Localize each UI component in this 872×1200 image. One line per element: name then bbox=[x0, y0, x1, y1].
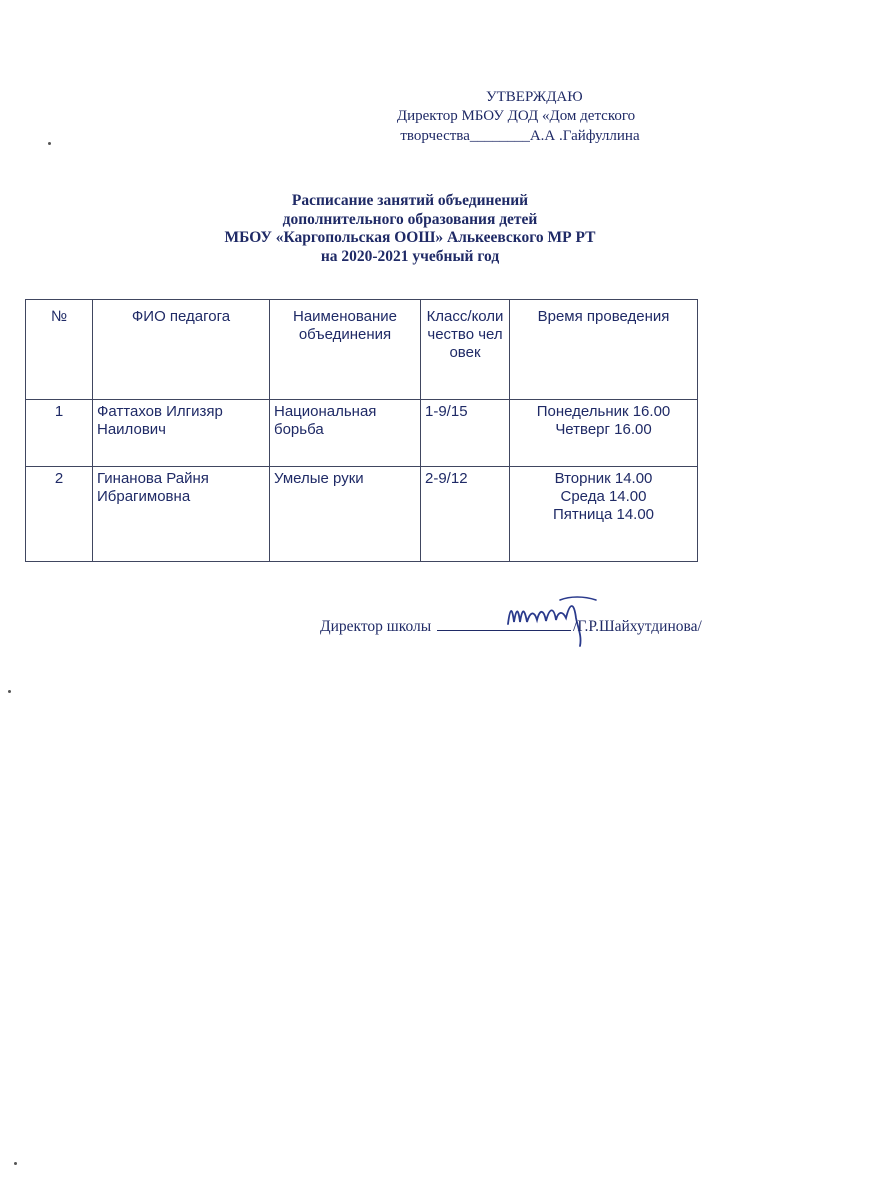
header-teacher-name: ФИО педагога bbox=[93, 300, 270, 400]
title-line-1: Расписание занятий объединений bbox=[291, 192, 529, 209]
table-header-row bbox=[26, 300, 698, 400]
header-time: Время проведения bbox=[510, 300, 698, 400]
signatory-name: /Г.Р.Шайхутдинова/ bbox=[573, 618, 702, 635]
association-name: Умелые руки bbox=[270, 467, 421, 562]
scan-mark bbox=[48, 142, 51, 145]
row-number: 2 bbox=[26, 467, 93, 562]
document-title bbox=[130, 192, 690, 266]
header-association: Наименование объединения bbox=[270, 300, 421, 400]
row-number: 1 bbox=[26, 400, 93, 467]
signature-label: Директор школы bbox=[320, 618, 432, 635]
schedule-table bbox=[25, 299, 698, 562]
approval-line-2: творчества________А.А .Гайфуллина bbox=[400, 128, 640, 144]
time-entry: Среда 14.00 bbox=[560, 488, 647, 505]
approval-line-1: Директор МБОУ ДОД «Дом детского bbox=[396, 108, 636, 124]
scan-mark bbox=[14, 1162, 17, 1165]
scan-mark bbox=[8, 690, 11, 693]
time-cell bbox=[510, 400, 698, 467]
teacher-name: Фаттахов Илгизяр Наилович bbox=[93, 400, 270, 467]
approval-heading: УТВЕРЖДАЮ bbox=[486, 89, 583, 105]
header-number: № bbox=[26, 300, 93, 400]
time-cell bbox=[510, 467, 698, 562]
table-row bbox=[26, 400, 698, 467]
time-entry: Четверг 16.00 bbox=[555, 421, 652, 438]
title-line-2: дополнительного образования детей bbox=[282, 210, 538, 228]
association-name: Национальная борьба bbox=[270, 400, 421, 467]
title-line-4: на 2020-2021 учебный год bbox=[320, 247, 500, 265]
time-entry: Пятница 14.00 bbox=[552, 506, 655, 523]
class-count: 2-9/12 bbox=[421, 467, 510, 562]
time-entry: Вторник 14.00 bbox=[554, 470, 653, 487]
table-row bbox=[26, 467, 698, 562]
class-count: 1-9/15 bbox=[421, 400, 510, 467]
signature-underline bbox=[437, 616, 571, 631]
teacher-name: Гинанова Райня Ибрагимовна bbox=[93, 467, 270, 562]
director-signature-line bbox=[320, 616, 780, 637]
time-entry: Понедельник 16.00 bbox=[536, 403, 671, 420]
title-line-3: МБОУ «Каргопольская ООШ» Алькеевского МР РТ bbox=[224, 229, 596, 246]
header-class-count bbox=[421, 300, 510, 400]
header-class-count-text: Класс/количество человек bbox=[426, 308, 504, 361]
